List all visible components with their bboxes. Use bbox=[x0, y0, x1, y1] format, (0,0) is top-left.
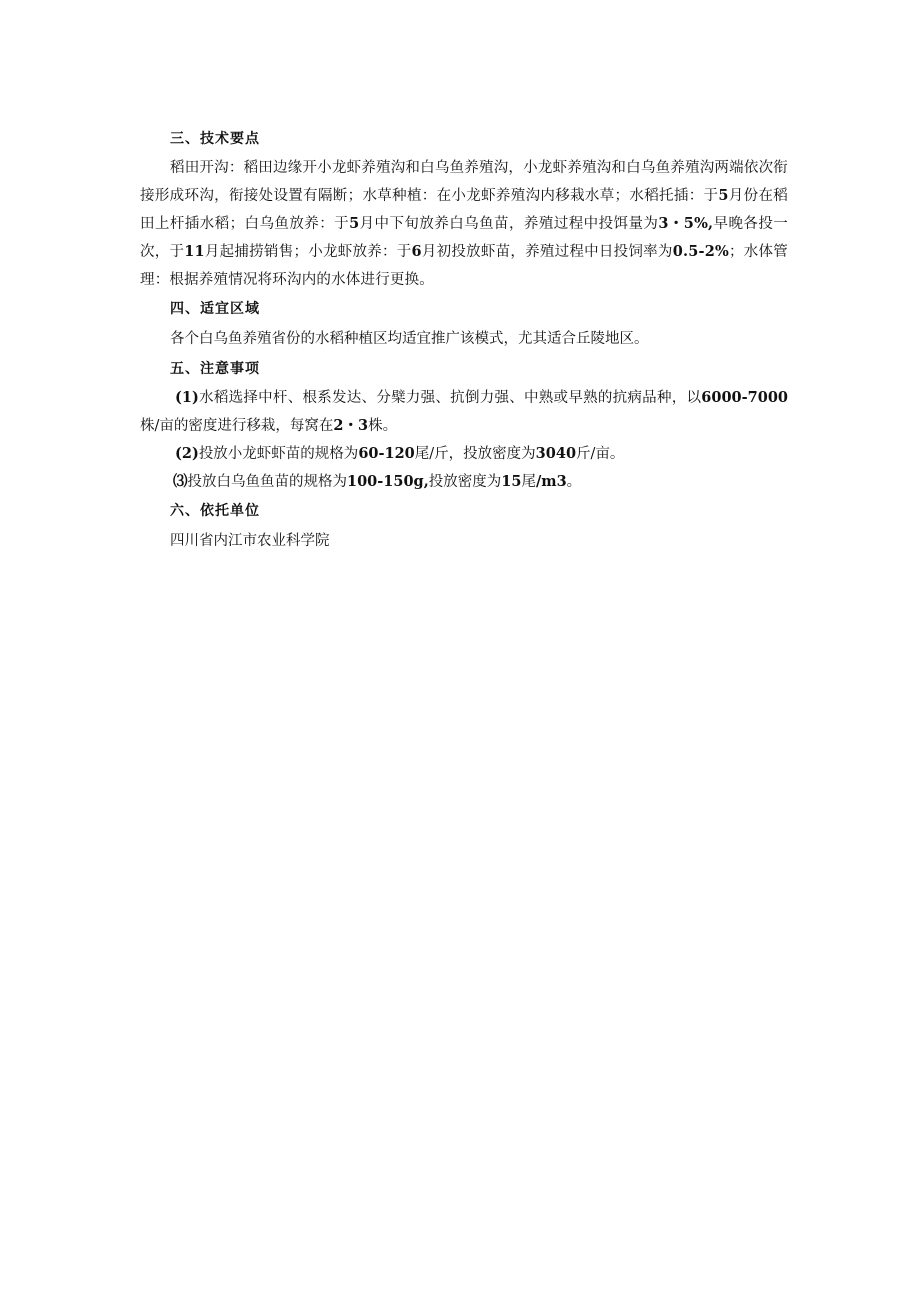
heading-supporting-unit: 六、依托单位 bbox=[170, 503, 260, 519]
text-run: 稻田开沟：稻田边缘开小龙虾养殖沟和白乌鱼养殖沟，小龙虾养殖沟和白乌鱼养殖沟两端依次衔接形成环沟，衔接处设置有隔断；水草种植：在小龙虾养殖沟内移栽水草；水稻托插：于 bbox=[140, 160, 788, 204]
text-run: 月初投放虾苗，养殖过程中日投饲率为 bbox=[421, 244, 673, 260]
note-number: (1) bbox=[175, 389, 199, 406]
text-run: 早晚各投一次，于 bbox=[140, 216, 788, 260]
bold-number: 6000-7000 bbox=[701, 389, 788, 406]
bold-number: 3・5%, bbox=[658, 215, 714, 232]
heading-notes: 五、注意事项 bbox=[170, 361, 260, 377]
heading-suitable-region: 四、适宜区域 bbox=[170, 301, 260, 317]
text-run: 株。 bbox=[368, 418, 398, 434]
heading-tech-points: 三、技术要点 bbox=[170, 131, 260, 147]
text-run: 水稻选择中杆、根系发达、分檗力强、抗倒力强、中熟或早熟的抗病品种，以 bbox=[198, 390, 702, 406]
paragraph-supporting-unit: 四川省内江市农业科学院 bbox=[170, 533, 330, 549]
text-run: 株/亩的密度进行移栽，每窝在 bbox=[140, 418, 334, 434]
bold-number: 11 bbox=[184, 243, 205, 260]
note-number: ⑶ bbox=[173, 473, 188, 490]
text-run: 月中下旬放养白乌鱼苗，养殖过程中投饵量为 bbox=[359, 216, 659, 232]
bold-number: 3040 bbox=[535, 445, 577, 462]
text-run: 尾/斤，投放密度为 bbox=[414, 446, 536, 462]
document-body bbox=[140, 124, 788, 556]
paragraph-tech-points bbox=[140, 154, 788, 294]
text-run: 投放白乌鱼鱼苗的规格为 bbox=[187, 474, 347, 490]
note-item-3 bbox=[140, 468, 788, 496]
text-run: 。 bbox=[566, 474, 582, 490]
bold-number: 2・3 bbox=[333, 417, 369, 434]
note-item-1 bbox=[140, 384, 788, 440]
bold-number: 5 bbox=[718, 187, 729, 204]
bold-number: 15 bbox=[501, 473, 522, 490]
text-run: 斤/亩。 bbox=[576, 446, 625, 462]
bold-number: 60-120 bbox=[358, 445, 415, 462]
note-item-2 bbox=[140, 440, 788, 468]
bold-number: 5 bbox=[349, 215, 360, 232]
text-run: 尾 bbox=[521, 474, 536, 490]
text-run: 月份在稻田上杆插水稻；白乌鱼放养：于 bbox=[140, 188, 788, 232]
text-run: 投放密度为 bbox=[428, 474, 502, 490]
paragraph-suitable-region: 各个白乌鱼养殖省份的水稻种植区均适宜推广该模式，尤其适合丘陵地区。 bbox=[170, 331, 649, 347]
text-run: ；水体管理：根据养殖情况将环沟内的水体进行更换。 bbox=[140, 244, 788, 288]
text-run: 月起捕捞销售；小龙虾放养：于 bbox=[204, 244, 412, 260]
bold-unit: /m3 bbox=[535, 473, 567, 490]
bold-number: 0.5-2% bbox=[672, 243, 730, 260]
text-run: 投放小龙虾虾苗的规格为 bbox=[198, 446, 359, 462]
bold-number: 6 bbox=[411, 243, 422, 260]
bold-number: 100-150g, bbox=[347, 473, 429, 490]
note-number: (2) bbox=[175, 445, 199, 462]
